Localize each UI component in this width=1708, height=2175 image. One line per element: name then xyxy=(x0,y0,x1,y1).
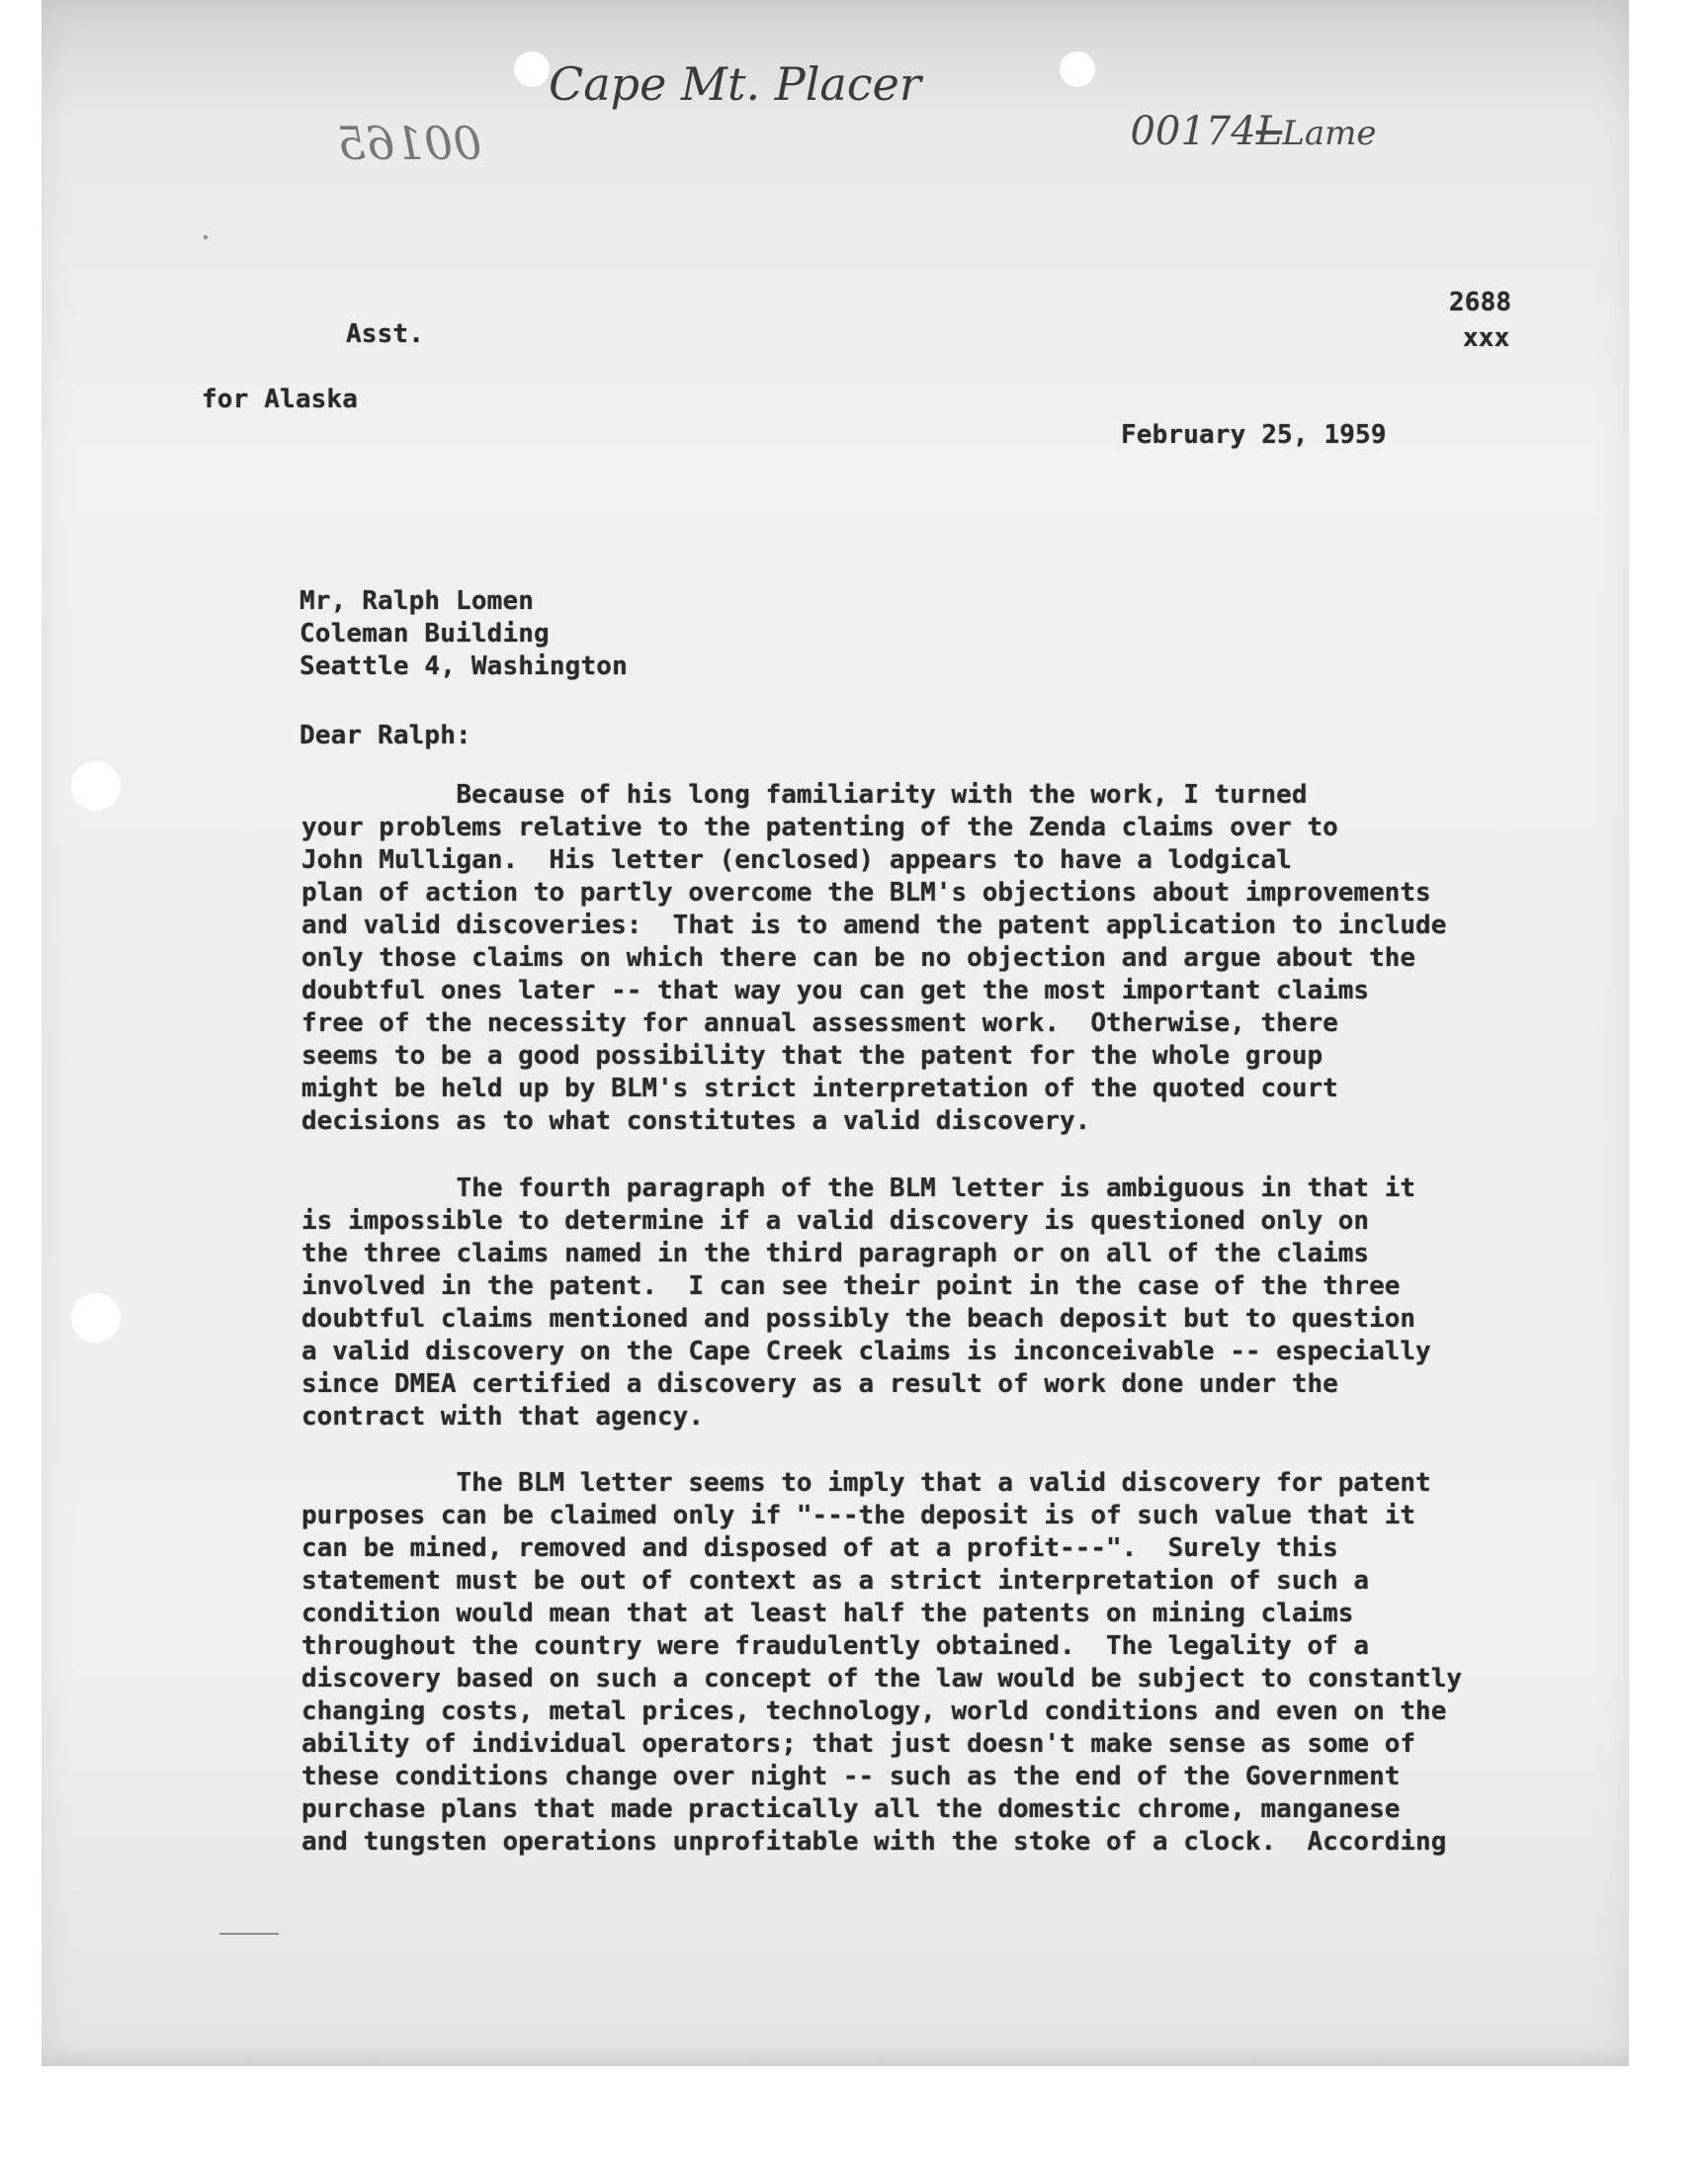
title-line: Asst. xyxy=(346,319,425,349)
reference-number: 2688 xyxy=(1449,288,1512,317)
paragraph-line: statement must be out of context as a strict interpretation of such a xyxy=(301,1566,1370,1596)
paragraph-line: The BLM letter seems to imply that a valid discovery for patent xyxy=(301,1468,1431,1498)
paragraph-line: The fourth paragraph of the BLM letter is ambiguous in that it xyxy=(301,1174,1416,1203)
ink-speck xyxy=(204,235,208,239)
body-paragraph-2 xyxy=(301,1173,1547,1434)
file-number-text: 00174 xyxy=(1130,109,1256,154)
punch-hole xyxy=(1060,51,1095,87)
paragraph-line: seems to be a good possibility that the patent for the whole group xyxy=(301,1041,1324,1071)
punch-hole xyxy=(71,1293,121,1343)
paragraph-line: Because of his long familiarity with the work, I turned xyxy=(301,780,1308,810)
paragraph-line: purposes can be claimed only if "---the deposit is of such value that it xyxy=(301,1501,1416,1530)
paragraph-line: and valid discoveries: That is to amend the patent application to include xyxy=(301,911,1447,940)
body-paragraph-1 xyxy=(301,779,1547,1138)
salutation: Dear Ralph: xyxy=(299,721,471,750)
paragraph-line: discovery based on such a concept of the law would be subject to constantly xyxy=(301,1664,1462,1694)
paragraph-line: a valid discovery on the Cape Creek claims is inconceivable -- especially xyxy=(301,1337,1431,1366)
handwritten-file-number xyxy=(1105,63,1376,154)
paragraph-line: can be mined, removed and disposed of at a profit---". Surely this xyxy=(301,1533,1338,1563)
paragraph-line: ability of individual operators; that just doesn't make sense as some of xyxy=(301,1729,1416,1759)
addressee-building: Coleman Building xyxy=(299,619,550,649)
paragraph-line: and tungsten operations unprofitable with the stoke of a clock. According xyxy=(301,1827,1447,1857)
handwritten-title: Cape Mt. Placer xyxy=(549,57,921,111)
paragraph-line: the three claims named in the third paragraph or on all of the claims xyxy=(301,1239,1370,1268)
page-edge-shadow xyxy=(42,2046,1629,2066)
paragraph-line: condition would mean that at least half the patents on mining claims xyxy=(301,1599,1354,1628)
paragraph-line: plan of action to partly overcome the BLM's objections about improvements xyxy=(301,878,1431,908)
handwritten-scrawl: Lame xyxy=(1282,114,1377,153)
addressee-name: Mr, Ralph Lomen xyxy=(299,586,535,616)
paragraph-line: your problems relative to the patenting of the Zenda claims over to xyxy=(301,813,1338,842)
region-line: for Alaska xyxy=(202,385,359,414)
paragraph-line: contract with that agency. xyxy=(301,1402,704,1432)
addressee-city: Seattle 4, Washington xyxy=(299,652,628,681)
top-smudge xyxy=(84,44,173,53)
paragraph-line: John Mulligan. His letter (enclosed) appears to have a lodgical xyxy=(301,845,1292,875)
paragraph-line: these conditions change over night -- such as the end of the Government xyxy=(301,1762,1401,1791)
paragraph-line: doubtful ones later -- that way you can get the most important claims xyxy=(301,976,1370,1005)
paragraph-line: is impossible to determine if a valid discovery is questioned only on xyxy=(301,1206,1370,1236)
paragraph-line: purchase plans that made practically all the domestic chrome, manganese xyxy=(301,1794,1401,1824)
paragraph-line: changing costs, metal prices, technology, world conditions and even on the xyxy=(301,1696,1447,1726)
punch-hole xyxy=(71,761,121,811)
letter-date: February 25, 1959 xyxy=(1121,420,1387,450)
mirrored-file-number: 00165 xyxy=(337,117,482,170)
paragraph-line: since DMEA certified a discovery as a result of work done under the xyxy=(301,1369,1338,1399)
paragraph-line: decisions as to what constitutes a valid discovery. xyxy=(301,1106,1091,1136)
paragraph-line: doubtful claims mentioned and possibly the beach deposit but to question xyxy=(301,1304,1416,1334)
paragraph-line: throughout the country were fraudulently obtained. The legality of a xyxy=(301,1631,1370,1661)
reference-marker: xxx xyxy=(1463,323,1510,353)
paragraph-line: only those claims on which there can be no objection and argue about the xyxy=(301,943,1416,973)
body-paragraph-3 xyxy=(301,1467,1547,1859)
stray-mark xyxy=(219,1933,279,1935)
file-number-strike: L xyxy=(1255,109,1283,154)
paragraph-line: free of the necessity for annual assessment work. Otherwise, there xyxy=(301,1008,1338,1038)
punch-hole xyxy=(514,51,550,87)
paragraph-line: might be held up by BLM's strict interpretation of the quoted court xyxy=(301,1074,1338,1103)
paragraph-line: involved in the patent. I can see their point in the case of the three xyxy=(301,1271,1401,1301)
